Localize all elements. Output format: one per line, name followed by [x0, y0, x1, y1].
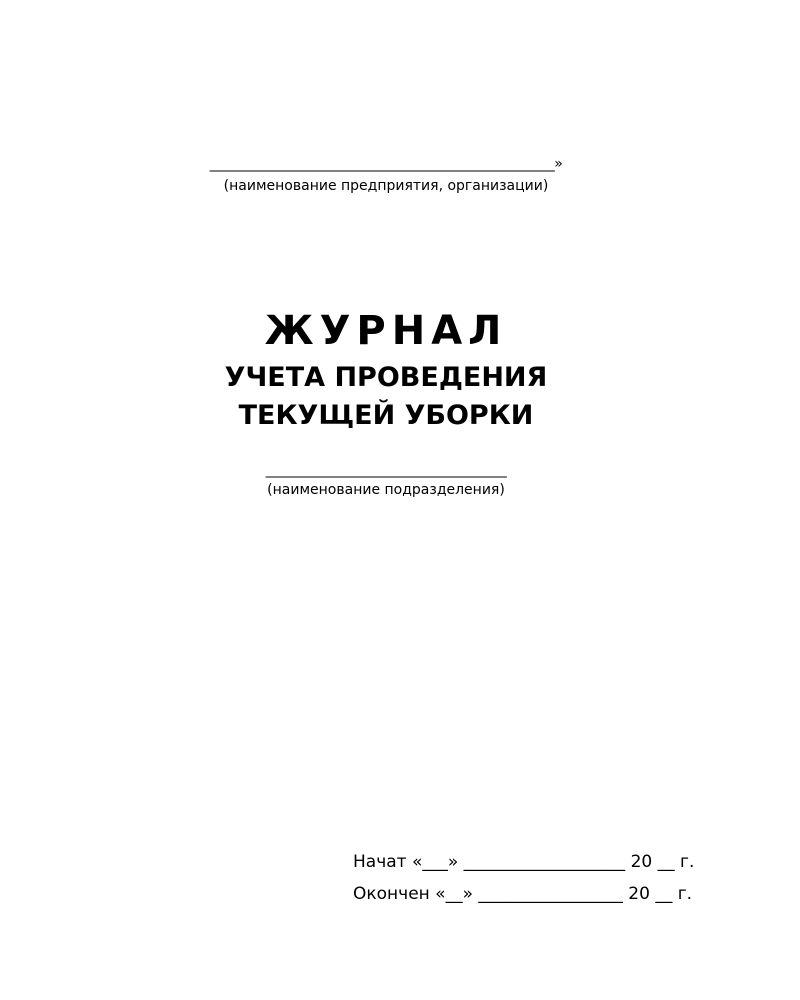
- organization-blank-line: _____________________________________________________»: [209, 156, 563, 172]
- journal-subtitle-line-1: УЧЕТА ПРОВЕДЕНИЯ: [224, 362, 548, 393]
- department-blank-line: _____________________________________: [265, 462, 507, 478]
- journal-subtitle-line-2: ТЕКУЩЕЙ УБОРКИ: [238, 400, 534, 431]
- start-date-field: Начат «___» ___________________ 20 __ г.: [353, 852, 695, 872]
- organization-caption: (наименование предприятия, организации): [223, 178, 549, 194]
- department-caption: (наименование подразделения): [267, 482, 505, 498]
- end-date-field: Окончен «__» _________________ 20 __ г.: [353, 884, 693, 904]
- journal-title: ЖУРНАЛ: [264, 308, 508, 354]
